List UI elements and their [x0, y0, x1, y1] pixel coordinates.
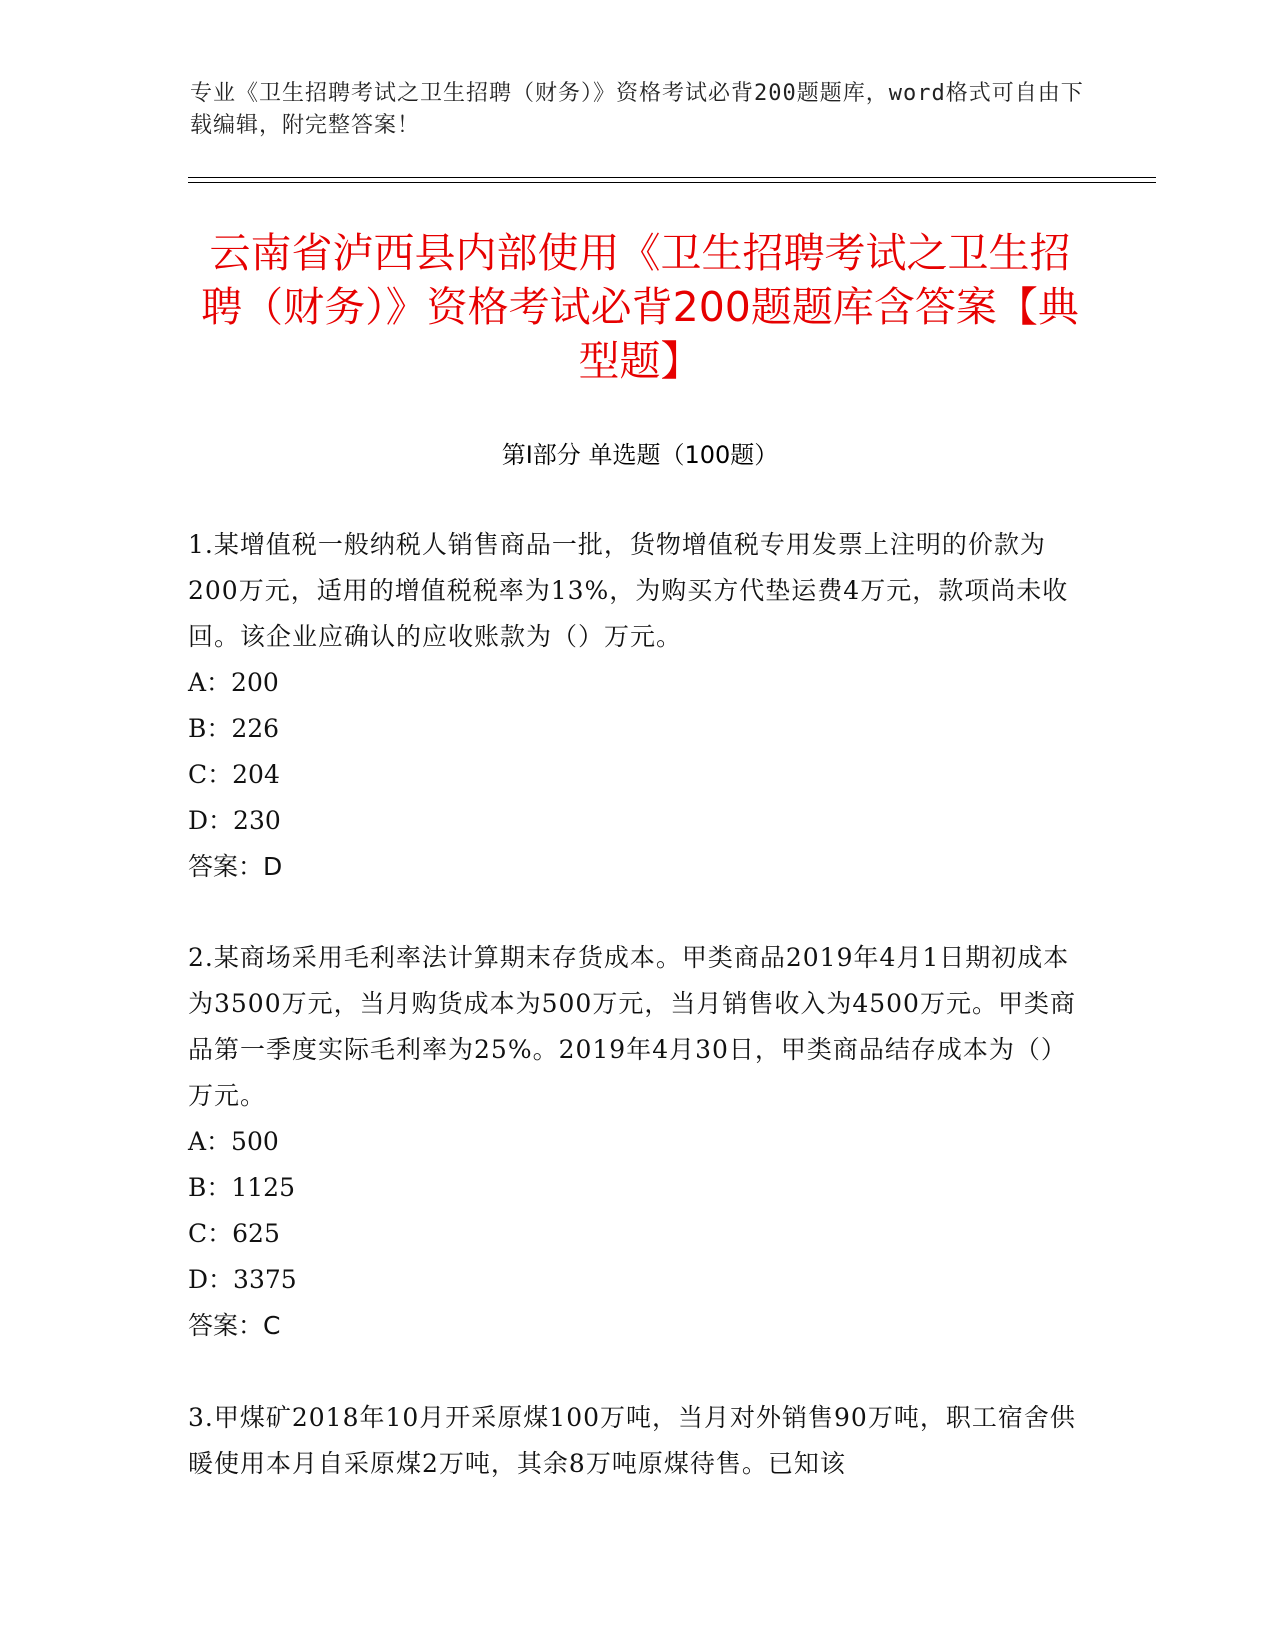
option-d: D：3375 [188, 1265, 297, 1294]
answer: 答案：C [188, 1311, 281, 1340]
option-a: A：500 [188, 1127, 279, 1156]
question-2 [188, 935, 1088, 1349]
question-3 [188, 1395, 1088, 1487]
question-stem: 1.某增值税一般纳税人销售商品一批，货物增值税专用发票上注明的价款为200万元，适用的增值税税率为13%，为购买方代垫运费4万元，款项尚未收回。该企业应确认的应收账款为（）万元。 [188, 530, 1069, 651]
document-title: 云南省泸西县内部使用《卫生招聘考试之卫生招聘（财务）》资格考试必背200题题库含答案【典型题】 [201, 229, 1079, 385]
header-note: 专业《卫生招聘考试之卫生招聘（财务）》资格考试必背200题题库，word格式可自由下载编辑，附完整答案！ [190, 81, 1084, 138]
question-stem: 3.甲煤矿2018年10月开采原煤100万吨，当月对外销售90万吨，职工宿舍供暖使用本月自采原煤2万吨，其余8万吨原煤待售。已知该 [188, 1403, 1076, 1478]
option-a: A：200 [188, 668, 279, 697]
option-d: D：230 [188, 806, 281, 835]
question-1 [188, 522, 1088, 890]
option-b: B：1125 [188, 1173, 295, 1202]
option-c: C：204 [188, 760, 280, 789]
header-divider-top [188, 177, 1156, 178]
option-c: C：625 [188, 1219, 280, 1248]
option-b: B：226 [188, 714, 280, 743]
section-heading: 第Ⅰ部分 单选题（100题） [501, 441, 779, 469]
header-divider-bottom [188, 182, 1156, 183]
question-stem: 2.某商场采用毛利率法计算期末存货成本。甲类商品2019年4月1日期初成本为3500万元，当月购货成本为500万元，当月销售收入为4500万元。甲类商品第一季度实际毛利率为25%。2019年4月30日，甲类商品结存成本为（）万元。 [188, 943, 1076, 1110]
answer: 答案：D [188, 852, 283, 881]
